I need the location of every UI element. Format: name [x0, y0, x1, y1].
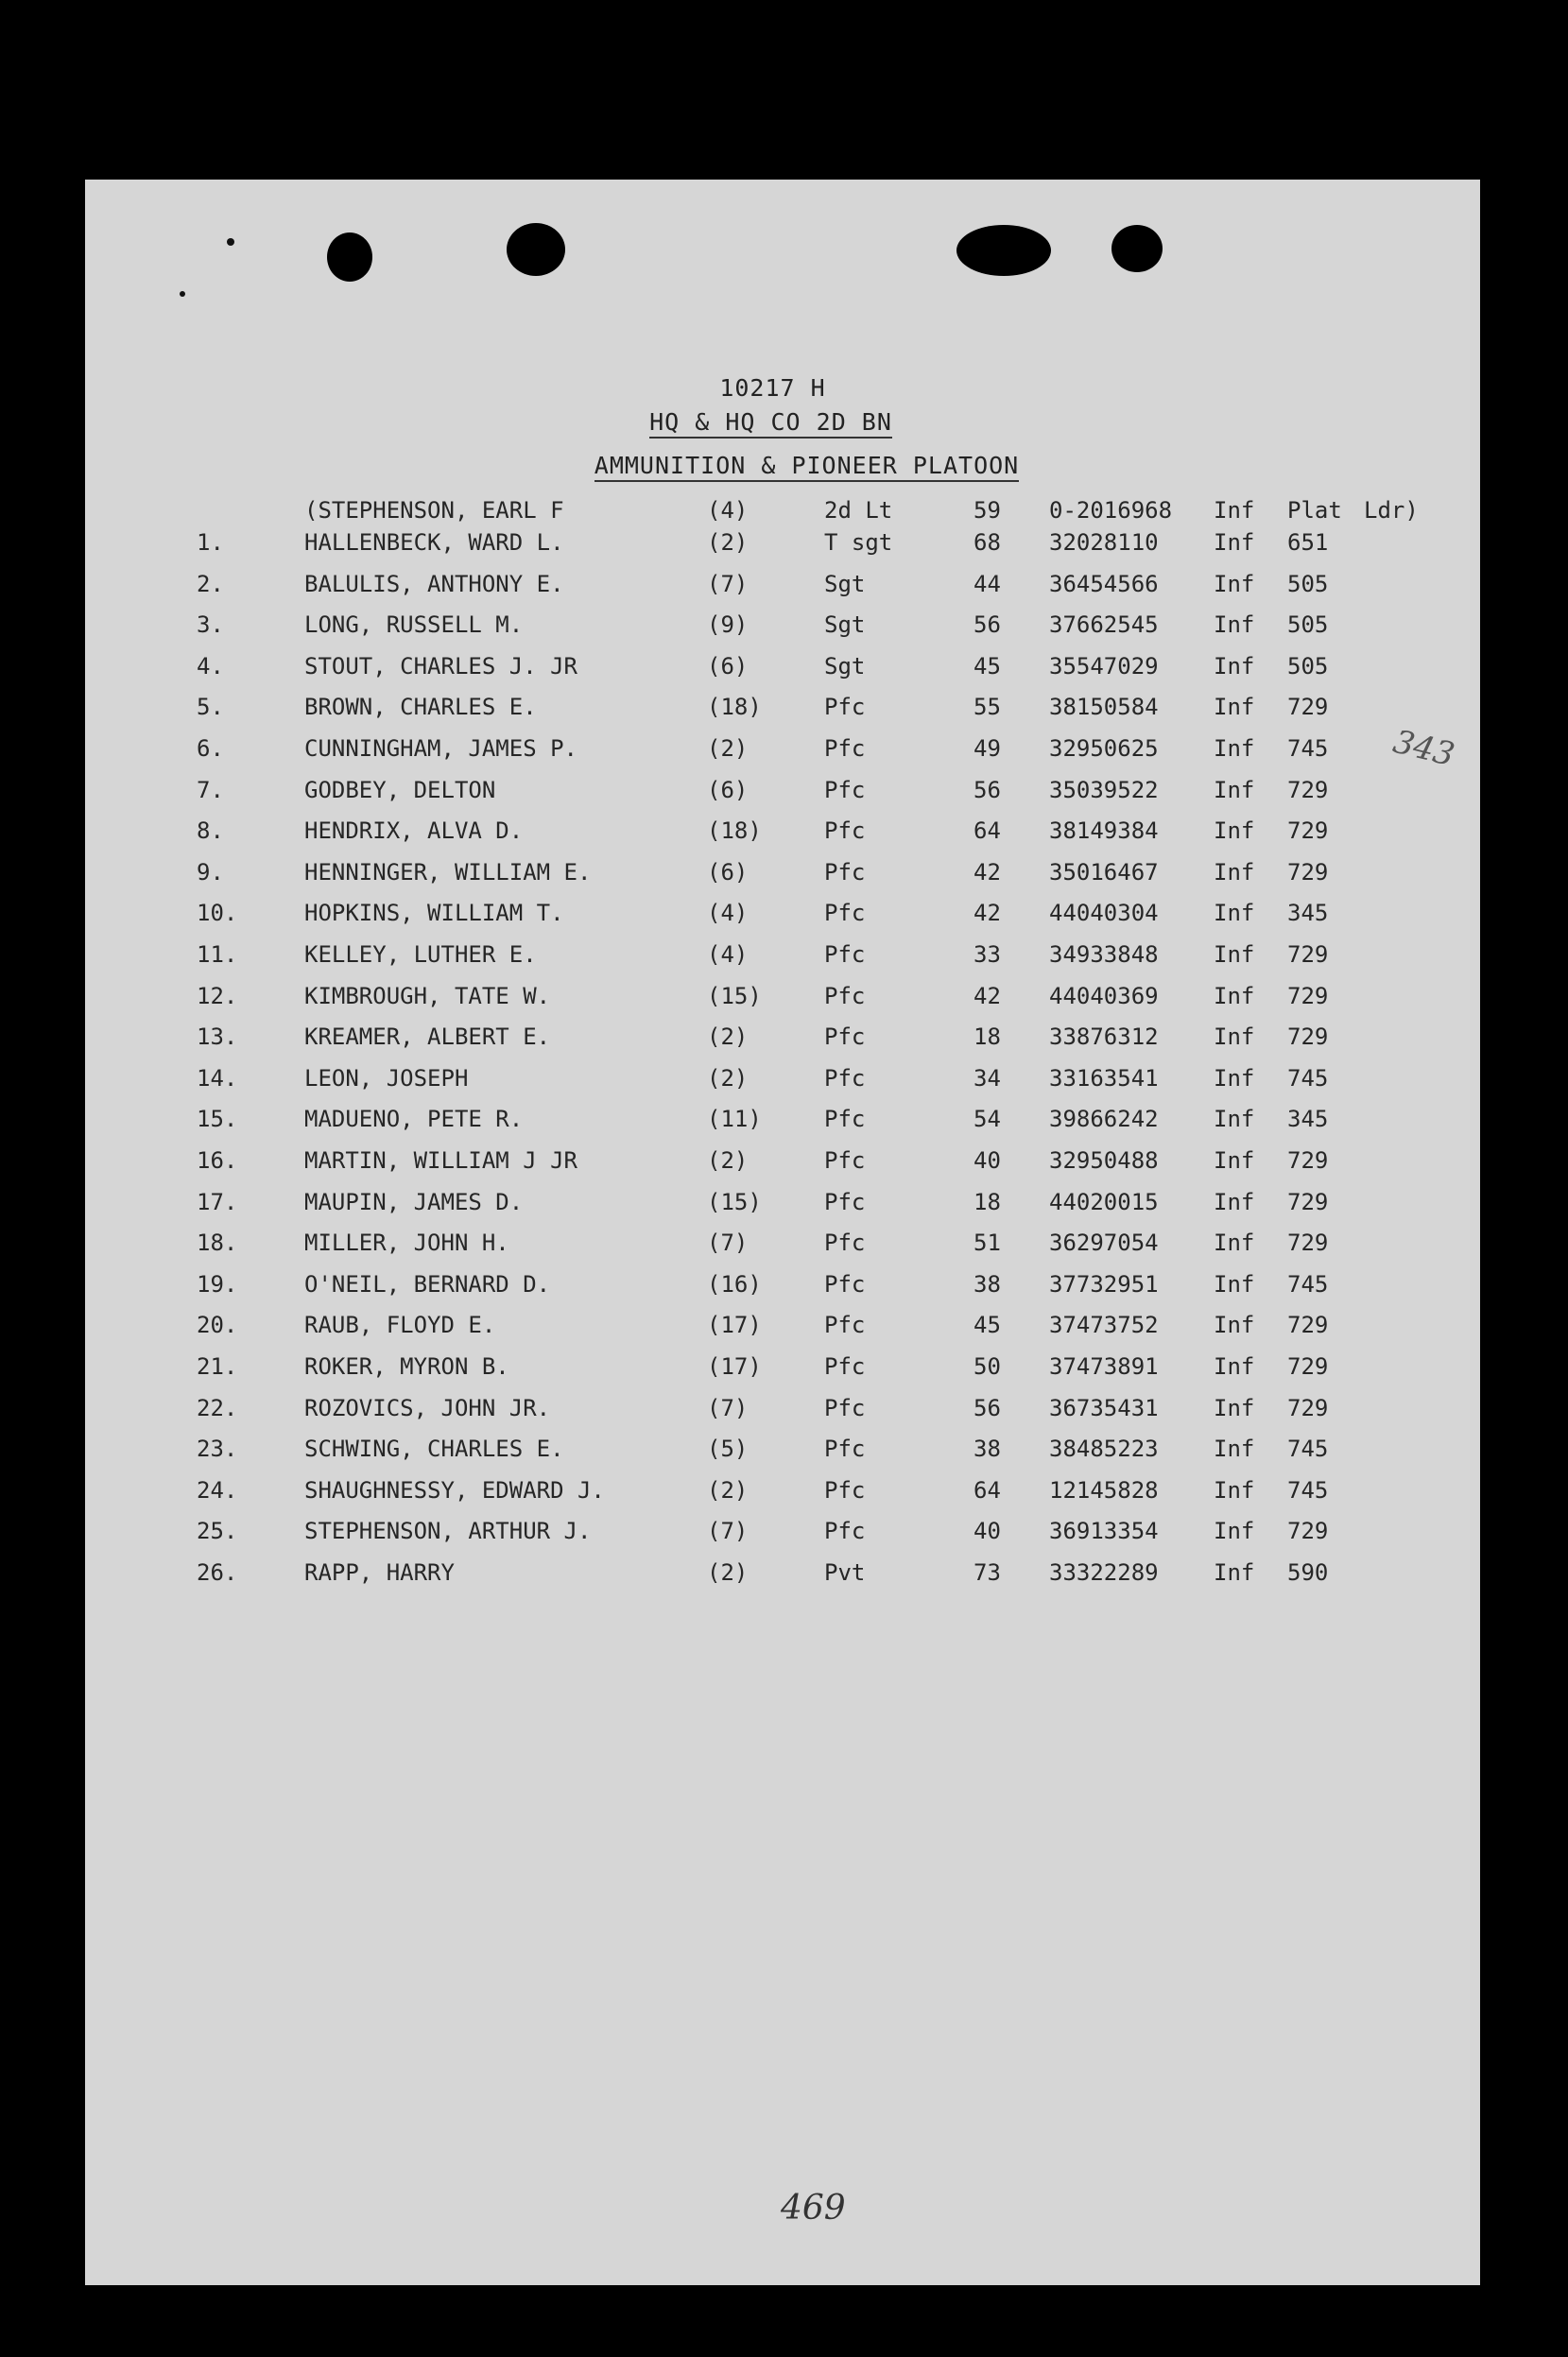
serial-number: 32028110: [1049, 529, 1159, 556]
mos: 745: [1287, 1270, 1329, 1298]
table-row: [0, 1230, 1568, 1267]
leader-age: 59: [974, 497, 1001, 524]
row-number: 20.: [197, 1312, 238, 1339]
table-row: [0, 1518, 1568, 1556]
mos: 505: [1287, 611, 1329, 639]
rank: Pfc: [824, 1436, 866, 1463]
code: (16): [707, 1270, 762, 1298]
row-number: 10.: [197, 900, 238, 927]
rank: Sgt: [824, 611, 866, 639]
row-number: 9.: [197, 858, 224, 886]
soldier-name: MARTIN, WILLIAM J JR: [304, 1147, 577, 1174]
table-row: [0, 983, 1568, 1021]
row-number: 21.: [197, 1353, 238, 1380]
arm: Inf: [1214, 1188, 1255, 1215]
rank: Pfc: [824, 1230, 866, 1257]
arm: Inf: [1214, 858, 1255, 886]
soldier-name: STOUT, CHARLES J. JR: [304, 652, 577, 680]
age: 44: [974, 570, 1001, 597]
rank: Pfc: [824, 1064, 866, 1092]
mos: 729: [1287, 1353, 1329, 1380]
mos: 745: [1287, 735, 1329, 762]
age: 56: [974, 611, 1001, 639]
rank: Pfc: [824, 735, 866, 762]
mos: 729: [1287, 776, 1329, 803]
rank: Pfc: [824, 900, 866, 927]
arm: Inf: [1214, 1518, 1255, 1545]
table-row: [0, 1477, 1568, 1515]
platoon-name: AMMUNITION & PIONEER PLATOON: [23, 452, 1568, 482]
age: 42: [974, 858, 1001, 886]
soldier-name: HENNINGER, WILLIAM E.: [304, 858, 592, 886]
table-row: [0, 611, 1568, 649]
age: 33: [974, 941, 1001, 968]
age: 56: [974, 1394, 1001, 1421]
mos: 729: [1287, 858, 1329, 886]
rank: Pfc: [824, 1518, 866, 1545]
serial-number: 36913354: [1049, 1518, 1159, 1545]
rank: Pfc: [824, 1188, 866, 1215]
row-number: 14.: [197, 1064, 238, 1092]
age: 42: [974, 900, 1001, 927]
rank: Pfc: [824, 941, 866, 968]
table-row: [0, 571, 1568, 609]
code: (2): [707, 1024, 749, 1051]
table-row: [0, 1065, 1568, 1103]
code: (7): [707, 1518, 749, 1545]
code: (17): [707, 1312, 762, 1339]
rank: Pfc: [824, 694, 866, 721]
punch-hole-3: [956, 225, 1051, 276]
table-row: [0, 1024, 1568, 1061]
soldier-name: HALLENBECK, WARD L.: [304, 529, 564, 556]
table-row: [0, 1559, 1568, 1597]
arm: Inf: [1214, 1394, 1255, 1421]
arm: Inf: [1214, 900, 1255, 927]
arm: Inf: [1214, 1312, 1255, 1339]
rank: Pfc: [824, 858, 866, 886]
rank: Pfc: [824, 1270, 866, 1298]
row-number: 12.: [197, 982, 238, 1009]
age: 18: [974, 1024, 1001, 1051]
arm: Inf: [1214, 611, 1255, 639]
rank: Pfc: [824, 982, 866, 1009]
soldier-name: MILLER, JOHN H.: [304, 1230, 509, 1257]
mos: 729: [1287, 1312, 1329, 1339]
soldier-name: BROWN, CHARLES E.: [304, 694, 537, 721]
soldier-name: ROZOVICS, JOHN JR.: [304, 1394, 551, 1421]
age: 49: [974, 735, 1001, 762]
code: (17): [707, 1353, 762, 1380]
arm: Inf: [1214, 1147, 1255, 1174]
punch-hole-4: [1111, 225, 1163, 272]
code: (11): [707, 1106, 762, 1133]
arm: Inf: [1214, 1270, 1255, 1298]
age: 38: [974, 1270, 1001, 1298]
serial-number: 37732951: [1049, 1270, 1159, 1298]
serial-number: 44020015: [1049, 1188, 1159, 1215]
serial-number: 38149384: [1049, 817, 1159, 845]
rank: Pfc: [824, 1353, 866, 1380]
serial-number: 37473752: [1049, 1312, 1159, 1339]
age: 55: [974, 694, 1001, 721]
soldier-name: SCHWING, CHARLES E.: [304, 1436, 564, 1463]
document-code: 10217 H: [719, 374, 826, 402]
mos: 729: [1287, 982, 1329, 1009]
table-row: [0, 859, 1568, 897]
mos: 729: [1287, 1147, 1329, 1174]
serial-number: 38485223: [1049, 1436, 1159, 1463]
mos: 729: [1287, 817, 1329, 845]
row-number: 19.: [197, 1270, 238, 1298]
code: (2): [707, 1147, 749, 1174]
soldier-name: BALULIS, ANTHONY E.: [304, 570, 564, 597]
age: 45: [974, 652, 1001, 680]
soldier-name: KELLEY, LUTHER E.: [304, 941, 537, 968]
row-number: 18.: [197, 1230, 238, 1257]
rank: Pfc: [824, 1106, 866, 1133]
serial-number: 35039522: [1049, 776, 1159, 803]
age: 56: [974, 776, 1001, 803]
arm: Inf: [1214, 529, 1255, 556]
leader-rank: 2d Lt: [824, 497, 893, 524]
table-row: [0, 653, 1568, 691]
mos: 745: [1287, 1436, 1329, 1463]
age: 45: [974, 1312, 1001, 1339]
code: (2): [707, 529, 749, 556]
leader-code: (4): [707, 497, 749, 524]
soldier-name: RAPP, HARRY: [304, 1559, 455, 1586]
soldier-name: LEON, JOSEPH: [304, 1064, 469, 1092]
serial-number: 37662545: [1049, 611, 1159, 639]
arm: Inf: [1214, 1353, 1255, 1380]
rank: Pfc: [824, 817, 866, 845]
arm: Inf: [1214, 817, 1255, 845]
arm: Inf: [1214, 1064, 1255, 1092]
mos: 729: [1287, 1230, 1329, 1257]
serial-number: 32950625: [1049, 735, 1159, 762]
row-number: 2.: [197, 570, 224, 597]
mos: 729: [1287, 1188, 1329, 1215]
handwritten-page-number: 469: [781, 2189, 846, 2228]
arm: Inf: [1214, 982, 1255, 1009]
mos: 729: [1287, 1024, 1329, 1051]
table-row: [0, 694, 1568, 731]
code: (7): [707, 570, 749, 597]
code: (4): [707, 941, 749, 968]
leader-arm: Inf: [1214, 497, 1255, 524]
row-number: 1.: [197, 529, 224, 556]
age: 38: [974, 1436, 1001, 1463]
arm: Inf: [1214, 570, 1255, 597]
table-row: [0, 817, 1568, 855]
serial-number: 36297054: [1049, 1230, 1159, 1257]
mos: 590: [1287, 1559, 1329, 1586]
age: 40: [974, 1518, 1001, 1545]
table-row: [0, 1312, 1568, 1350]
rank: Sgt: [824, 570, 866, 597]
code: (9): [707, 611, 749, 639]
arm: Inf: [1214, 694, 1255, 721]
soldier-name: KIMBROUGH, TATE W.: [304, 982, 551, 1009]
age: 18: [974, 1188, 1001, 1215]
rank: Pfc: [824, 1394, 866, 1421]
row-number: 24.: [197, 1476, 238, 1504]
soldier-name: RAUB, FLOYD E.: [304, 1312, 496, 1339]
rank: Pfc: [824, 1312, 866, 1339]
arm: Inf: [1214, 1230, 1255, 1257]
serial-number: 32950488: [1049, 1147, 1159, 1174]
age: 50: [974, 1353, 1001, 1380]
age: 40: [974, 1147, 1001, 1174]
row-number: 8.: [197, 817, 224, 845]
mos: 729: [1287, 1394, 1329, 1421]
table-row: [0, 1189, 1568, 1227]
serial-number: 12145828: [1049, 1476, 1159, 1504]
leader-mos: Plat: [1287, 497, 1342, 524]
row-number: 16.: [197, 1147, 238, 1174]
soldier-name: MAUPIN, JAMES D.: [304, 1188, 524, 1215]
table-row: [0, 1395, 1568, 1433]
table-row: [0, 1271, 1568, 1309]
table-row: [0, 777, 1568, 815]
mos: 345: [1287, 900, 1329, 927]
soldier-name: STEPHENSON, ARTHUR J.: [304, 1518, 592, 1545]
mos: 729: [1287, 941, 1329, 968]
serial-number: 33322289: [1049, 1559, 1159, 1586]
serial-number: 35547029: [1049, 652, 1159, 680]
serial-number: 44040304: [1049, 900, 1159, 927]
row-number: 23.: [197, 1436, 238, 1463]
code: (2): [707, 1064, 749, 1092]
soldier-name: GODBEY, DELTON: [304, 776, 496, 803]
soldier-name: HOPKINS, WILLIAM T.: [304, 900, 564, 927]
soldier-name: CUNNINGHAM, JAMES P.: [304, 735, 577, 762]
row-number: 4.: [197, 652, 224, 680]
mos: 505: [1287, 652, 1329, 680]
arm: Inf: [1214, 1106, 1255, 1133]
age: 54: [974, 1106, 1001, 1133]
mos: 651: [1287, 529, 1329, 556]
age: 73: [974, 1559, 1001, 1586]
punch-hole-2: [507, 223, 565, 276]
code: (2): [707, 1559, 749, 1586]
leader-serial: 0-2016968: [1049, 497, 1173, 524]
arm: Inf: [1214, 1559, 1255, 1586]
soldier-name: KREAMER, ALBERT E.: [304, 1024, 551, 1051]
age: 64: [974, 1476, 1001, 1504]
table-row: [0, 900, 1568, 938]
serial-number: 33876312: [1049, 1024, 1159, 1051]
row-number: 6.: [197, 735, 224, 762]
soldier-name: HENDRIX, ALVA D.: [304, 817, 524, 845]
arm: Inf: [1214, 1024, 1255, 1051]
serial-number: 37473891: [1049, 1353, 1159, 1380]
soldier-name: LONG, RUSSELL M.: [304, 611, 524, 639]
code: (6): [707, 652, 749, 680]
rank: Pfc: [824, 1476, 866, 1504]
code: (7): [707, 1230, 749, 1257]
age: 64: [974, 817, 1001, 845]
arm: Inf: [1214, 776, 1255, 803]
serial-number: 44040369: [1049, 982, 1159, 1009]
table-row: [0, 735, 1568, 773]
row-number: 3.: [197, 611, 224, 639]
code: (6): [707, 776, 749, 803]
speck: [227, 238, 234, 246]
age: 42: [974, 982, 1001, 1009]
leader-name: (STEPHENSON, EARL F: [304, 497, 564, 524]
soldier-name: MADUENO, PETE R.: [304, 1106, 524, 1133]
arm: Inf: [1214, 652, 1255, 680]
mos: 745: [1287, 1064, 1329, 1092]
soldier-name: ROKER, MYRON B.: [304, 1353, 509, 1380]
row-number: 7.: [197, 776, 224, 803]
age: 51: [974, 1230, 1001, 1257]
row-number: 25.: [197, 1518, 238, 1545]
mos: 729: [1287, 1518, 1329, 1545]
unit-name: HQ & HQ CO 2D BN: [0, 408, 1555, 439]
mos: 345: [1287, 1106, 1329, 1133]
rank: T sgt: [824, 529, 893, 556]
serial-number: 36735431: [1049, 1394, 1159, 1421]
mos: 745: [1287, 1476, 1329, 1504]
code: (4): [707, 900, 749, 927]
serial-number: 38150584: [1049, 694, 1159, 721]
age: 68: [974, 529, 1001, 556]
code: (15): [707, 1188, 762, 1215]
row-number: 13.: [197, 1024, 238, 1051]
table-row: [0, 1106, 1568, 1144]
code: (18): [707, 817, 762, 845]
rank: Pfc: [824, 1024, 866, 1051]
row-number: 11.: [197, 941, 238, 968]
speck: [180, 291, 185, 297]
rank: Pvt: [824, 1559, 866, 1586]
arm: Inf: [1214, 941, 1255, 968]
row-number: 17.: [197, 1188, 238, 1215]
soldier-name: SHAUGHNESSY, EDWARD J.: [304, 1476, 605, 1504]
serial-number: 34933848: [1049, 941, 1159, 968]
table-row: [0, 941, 1568, 979]
row-number: 22.: [197, 1394, 238, 1421]
arm: Inf: [1214, 1476, 1255, 1504]
code: (2): [707, 1476, 749, 1504]
soldier-name: O'NEIL, BERNARD D.: [304, 1270, 551, 1298]
serial-number: 33163541: [1049, 1064, 1159, 1092]
mos: 729: [1287, 694, 1329, 721]
handwritten-side-number: 343: [1389, 722, 1458, 775]
arm: Inf: [1214, 735, 1255, 762]
code: (7): [707, 1394, 749, 1421]
leader-title: Ldr): [1364, 497, 1419, 524]
code: (6): [707, 858, 749, 886]
rank: Sgt: [824, 652, 866, 680]
row-number: 26.: [197, 1559, 238, 1586]
code: (18): [707, 694, 762, 721]
table-row: [0, 1353, 1568, 1391]
code: (5): [707, 1436, 749, 1463]
serial-number: 35016467: [1049, 858, 1159, 886]
table-row: [0, 529, 1568, 567]
code: (15): [707, 982, 762, 1009]
mos: 505: [1287, 570, 1329, 597]
arm: Inf: [1214, 1436, 1255, 1463]
rank: Pfc: [824, 1147, 866, 1174]
serial-number: 39866242: [1049, 1106, 1159, 1133]
table-row: [0, 1147, 1568, 1185]
code: (2): [707, 735, 749, 762]
serial-number: 36454566: [1049, 570, 1159, 597]
punch-hole-1: [327, 232, 372, 282]
age: 34: [974, 1064, 1001, 1092]
row-number: 5.: [197, 694, 224, 721]
row-number: 15.: [197, 1106, 238, 1133]
table-row: [0, 1436, 1568, 1473]
rank: Pfc: [824, 776, 866, 803]
